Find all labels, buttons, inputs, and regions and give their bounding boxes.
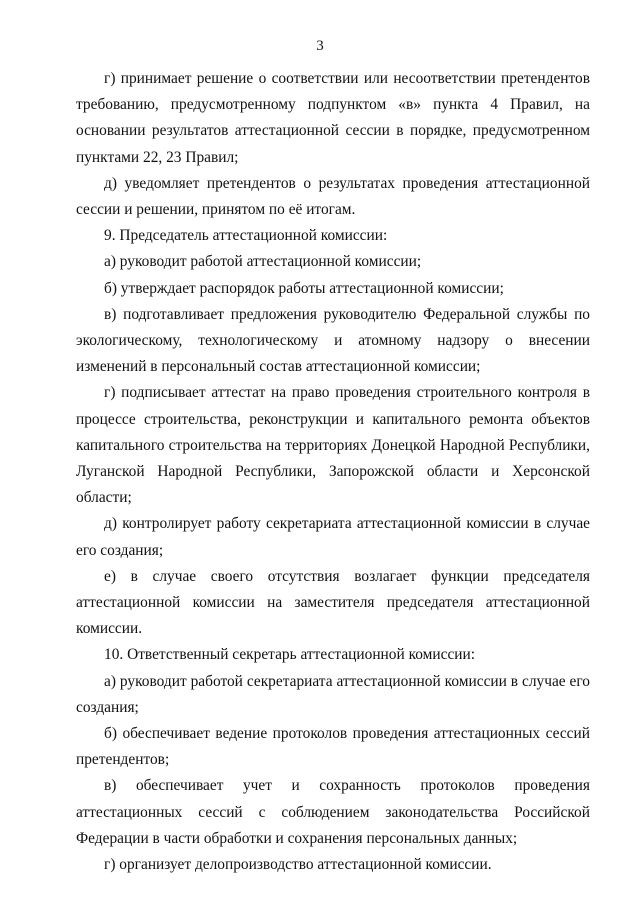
paragraph-8g: г) принимает решение о соответствии или несоответствии претендентов требованию, предусмотренному подпунктом «в» пункта 4 Правил, на основании результатов аттестационной сессии в порядке, предусмотренном пунктами 22, 23 Правил;: [76, 70, 590, 166]
page-number: 3: [316, 38, 324, 54]
paragraph-9b: б) утверждает распорядок работы аттестационной комиссии;: [104, 279, 504, 297]
paragraph-10g: г) организует делопроизводство аттестационной комиссии.: [104, 856, 492, 874]
paragraph-10-heading: 10. Ответственный секретарь аттестационной комиссии:: [104, 646, 476, 664]
paragraph-9-heading: 9. Председатель аттестационной комиссии:: [104, 227, 388, 245]
paragraph-10a: а) руководит работой секретариата аттестационной комиссии в случае его создания;: [76, 672, 590, 716]
paragraph-9g: г) подписывает аттестат на право проведения строительного контроля в процессе строительства, реконструкции и капитального ремонта объектов капитального строительства на территориях Донецкой Народной Республики, Луганской Народной Республики, Запорожской области и Херсонской области;: [76, 384, 590, 507]
paragraph-10b: б) обеспечивает ведение протоколов проведения аттестационных сессий претендентов;: [76, 725, 590, 769]
paragraph-8d: д) уведомляет претендентов о результатах проведения аттестационной сессии и решении, принятом по её итогам.: [76, 174, 590, 219]
paragraph-9a: а) руководит работой аттестационной комиссии;: [104, 253, 422, 271]
paragraph-9e: е) в случае своего отсутствия возлагает функции председателя аттестационной комиссии на заместителя председателя аттестационной комиссии.: [76, 567, 590, 638]
paragraph-9d: д) контролирует работу секретариата аттестационной комиссии в случае его создания;: [76, 515, 590, 559]
paragraph-9v: в) подготавливает предложения руководителю Федеральной службы по экологическому, технологическому и атомному надзору о внесении изменений в персональный состав аттестационной комиссии;: [76, 305, 590, 376]
paragraph-10v: в) обеспечивает учет и сохранность протоколов проведения аттестационных сессий с соблюдением законодательства Российской Федерации в части обработки и сохранения персональных данных;: [76, 777, 590, 847]
document-body: [76, 66, 590, 878]
